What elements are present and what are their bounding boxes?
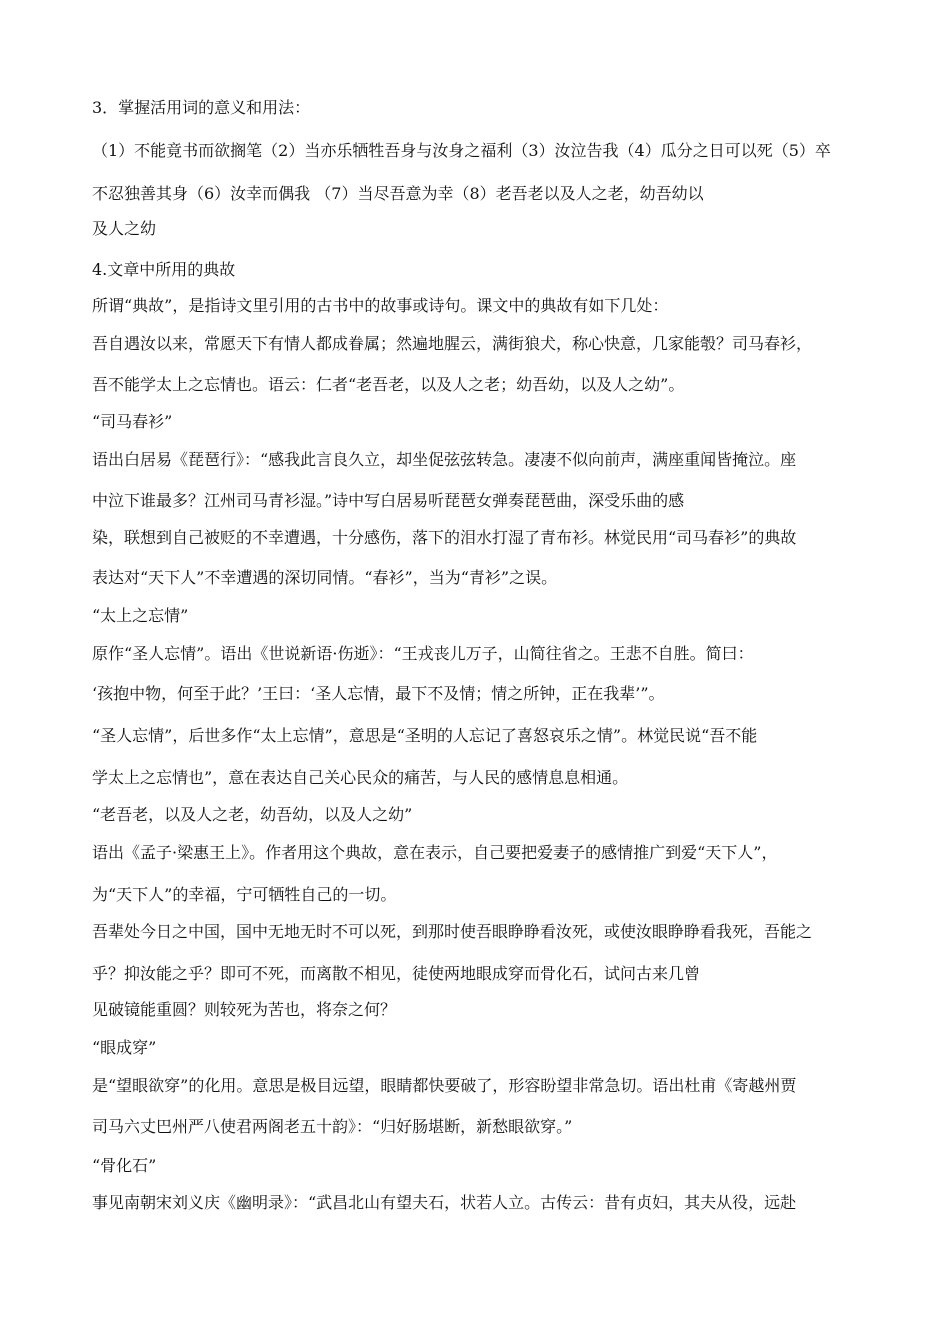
text-line: 不忍独善其身（6）汝幸而偶我 （7）当尽吾意为幸（8）老吾老以及人之老，幼吾幼以 [92,184,704,203]
text-line: 学太上之忘情也”，意在表达自己关心民众的痛苦，与人民的感情息息相通。 [92,768,629,787]
text-line: 事见南朝宋刘义庆《幽明录》：“武昌北山有望夫石，状若人立。古传云：昔有贞妇，其夫从役，远赴 [92,1193,797,1212]
text-line: 语出《孟子·梁惠王上》。作者用这个典故，意在表示，自己要把爱妻子的感情推广到爱“天下人”， [92,843,778,862]
text-line: ‘孩抱中物，何至于此？’王曰：‘圣人忘情，最下不及情；情之所钟，正在我辈’”。 [92,684,665,703]
allusion-title: “司马春衫” [92,412,173,431]
allusion-title: “眼成穿” [92,1038,157,1057]
text-line: “圣人忘情”，后世多作“太上忘情”，意思是“圣明的人忘记了喜怒哀乐之情”。林觉民说“吾不能 [92,726,758,745]
quote-line: 吾辈处今日之中国，国中无地无时不可以死，到那时使吾眼睁睁看汝死，或使汝眼睁睁看我死，吾能之 [92,922,813,941]
text-line: 表达对“天下人”不幸遭遇的深切同情。“春衫”，当为“青衫”之误。 [92,568,558,587]
text-line: 是“望眼欲穿”的化用。意思是极目远望，眼睛都快要破了，形容盼望非常急切。语出杜甫《寄越州贾 [92,1076,797,1095]
quote-line: 吾不能学太上之忘情也。语云：仁者“老吾老，以及人之老；幼吾幼，以及人之幼”。 [92,375,685,394]
allusion-title: “老吾老，以及人之老，幼吾幼，以及人之幼” [92,805,413,824]
text-line: （1）不能竟书而欲搁笔（2）当亦乐牺牲吾身与汝身之福利（3）汝泣告我（4）瓜分之日可以死（5）卒 [92,141,831,160]
section-heading: 4.文章中所用的典故 [92,260,236,279]
quote-line: 吾自遇汝以来，常愿天下有情人都成眷属；然遍地腥云，满街狼犬，称心快意，几家能彀？司马春衫， [92,334,813,353]
text-line: 3．掌握活用词的意义和用法： [92,98,311,117]
text-line: 染，联想到自己被贬的不幸遭遇，十分感伤，落下的泪水打湿了青布衫。林觉民用“司马春衫”的典故 [92,528,797,547]
quote-line: 见破镜能重圆？则较死为苦也，将奈之何？ [92,1000,397,1019]
quote-line: 乎？抑汝能之乎？即可不死，而离散不相见，徒使两地眼成穿而骨化石，试问古来几曾 [92,964,701,983]
text-line: 所谓“典故”，是指诗文里引用的古书中的故事或诗句。课文中的典故有如下几处： [92,296,669,315]
text-line: 中泣下谁最多？江州司马青衫湿。”诗中写白居易听琵琶女弹奏琵琶曲，深受乐曲的感 [92,491,685,510]
text-line: 语出白居易《琵琶行》：“感我此言良久立，却坐促弦弦转急。凄凄不似向前声，满座重闻皆掩泣。座 [92,450,797,469]
text-line: 原作“圣人忘情”。语出《世说新语·伤逝》：“王戎丧儿万子，山简往省之。王悲不自胜。简曰： [92,644,754,663]
allusion-title: “骨化石” [92,1156,157,1175]
allusion-title: “太上之忘情” [92,606,189,625]
text-line: 及人之幼 [92,219,157,238]
text-line: 为“天下人”的幸福，宁可牺牲自己的一切。 [92,885,397,904]
text-line: 司马六丈巴州严八使君两阁老五十韵》：“归好肠堪断，新愁眼欲穿。” [92,1117,573,1136]
